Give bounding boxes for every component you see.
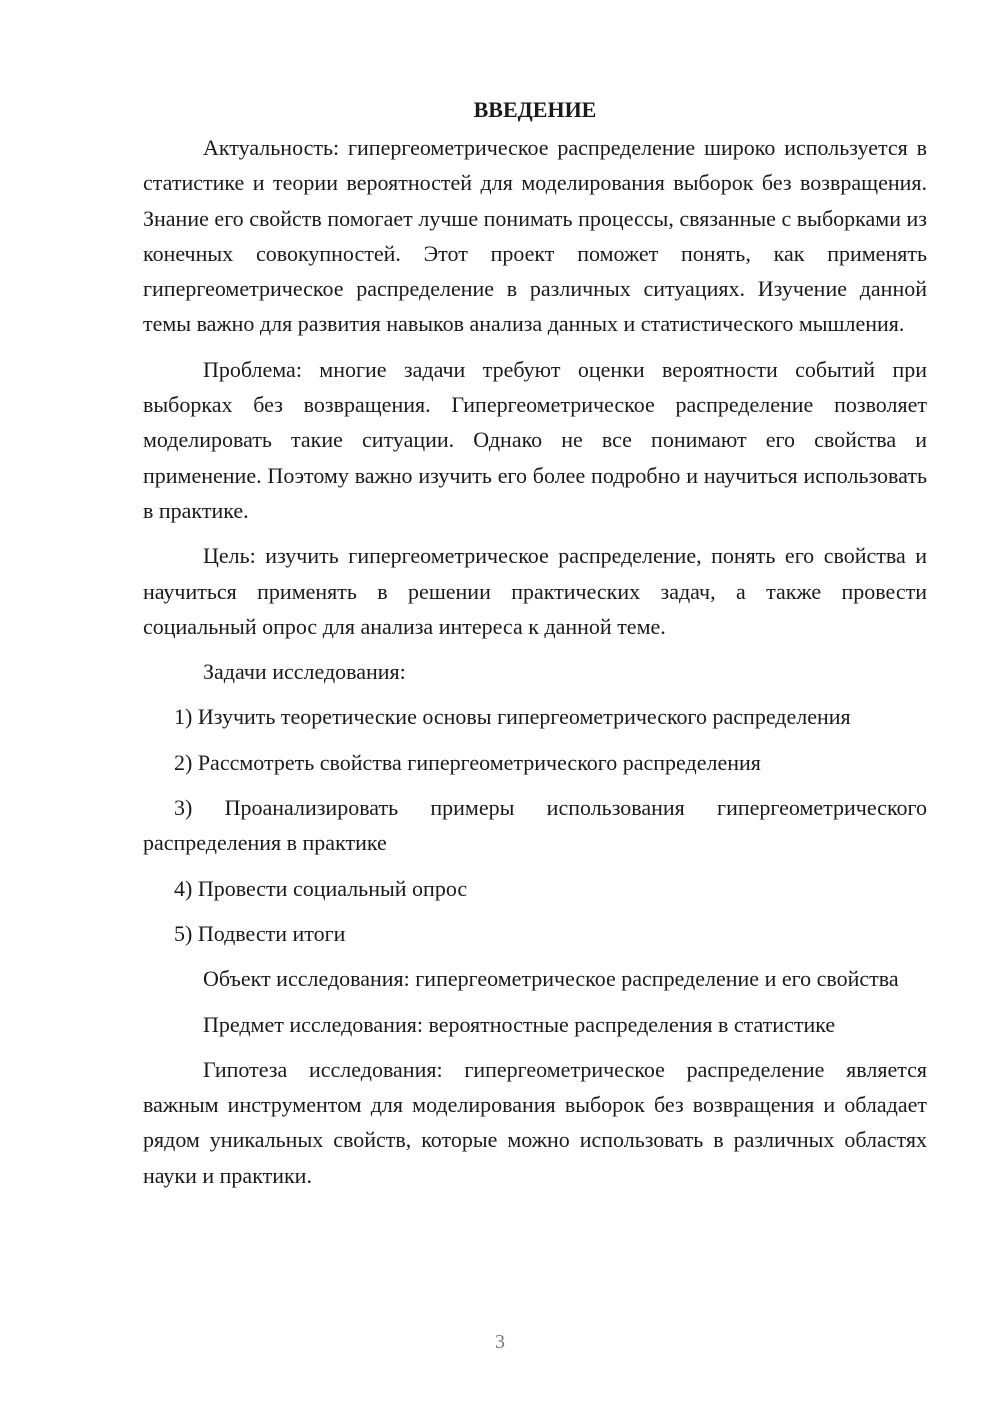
relevance-paragraph: Актуальность: гипергеометрическое распределение широко используется в статистике и теории вероятностей для моделирования выборок без возвращения. Знание его свойств помогает лучше понимать процессы, связанные с выборками из конечных совокупностей. Этот проект поможет понять, как применять гипергеометрическое распределение в различных ситуациях. Изучение данной темы важно для развития навыков анализа данных и статистического мышления. xyxy=(143,135,927,337)
problem-paragraph: Проблема: многие задачи требуют оценки вероятности событий при выборках без возвращения. Гипергеометрическое распределение позволяет моделировать такие ситуации. Однако не все понимают его свойства и применение. Поэтому важно изучить его более подробно и научиться использовать в практике. xyxy=(143,356,927,523)
subject-paragraph: Предмет исследования: вероятностные распределения в статистике xyxy=(203,1011,836,1037)
section-heading: ВВЕДЕНИЕ xyxy=(473,97,597,122)
task-item-3: 3) Проанализировать примеры использования гипергеометрического распределения в практике xyxy=(143,795,927,856)
goal-paragraph: Цель: изучить гипергеометрическое распределение, понять его свойства и научиться применять в решении практических задач, а также провести социальный опрос для анализа интереса к данной теме. xyxy=(143,543,927,639)
task-item-4: 4) Провести социальный опрос xyxy=(174,875,468,901)
object-paragraph: Объект исследования: гипергеометрическое распределение и его свойства xyxy=(203,966,899,992)
page-number: 3 xyxy=(495,1331,505,1353)
document-page xyxy=(143,92,927,1193)
task-item-1: 1) Изучить теоретические основы гипергеометрического распределения xyxy=(174,704,851,730)
hypothesis-paragraph: Гипотеза исследования: гипергеометрическое распределение является важным инструментом для моделирования выборок без возвращения и обладает рядом уникальных свойств, которые можно использовать в различных областях науки и практики. xyxy=(143,1056,927,1188)
task-item-5: 5) Подвести итоги xyxy=(174,920,346,946)
tasks-heading: Задачи исследования: xyxy=(203,659,406,685)
task-item-2: 2) Рассмотреть свойства гипергеометрического распределения xyxy=(174,749,761,775)
